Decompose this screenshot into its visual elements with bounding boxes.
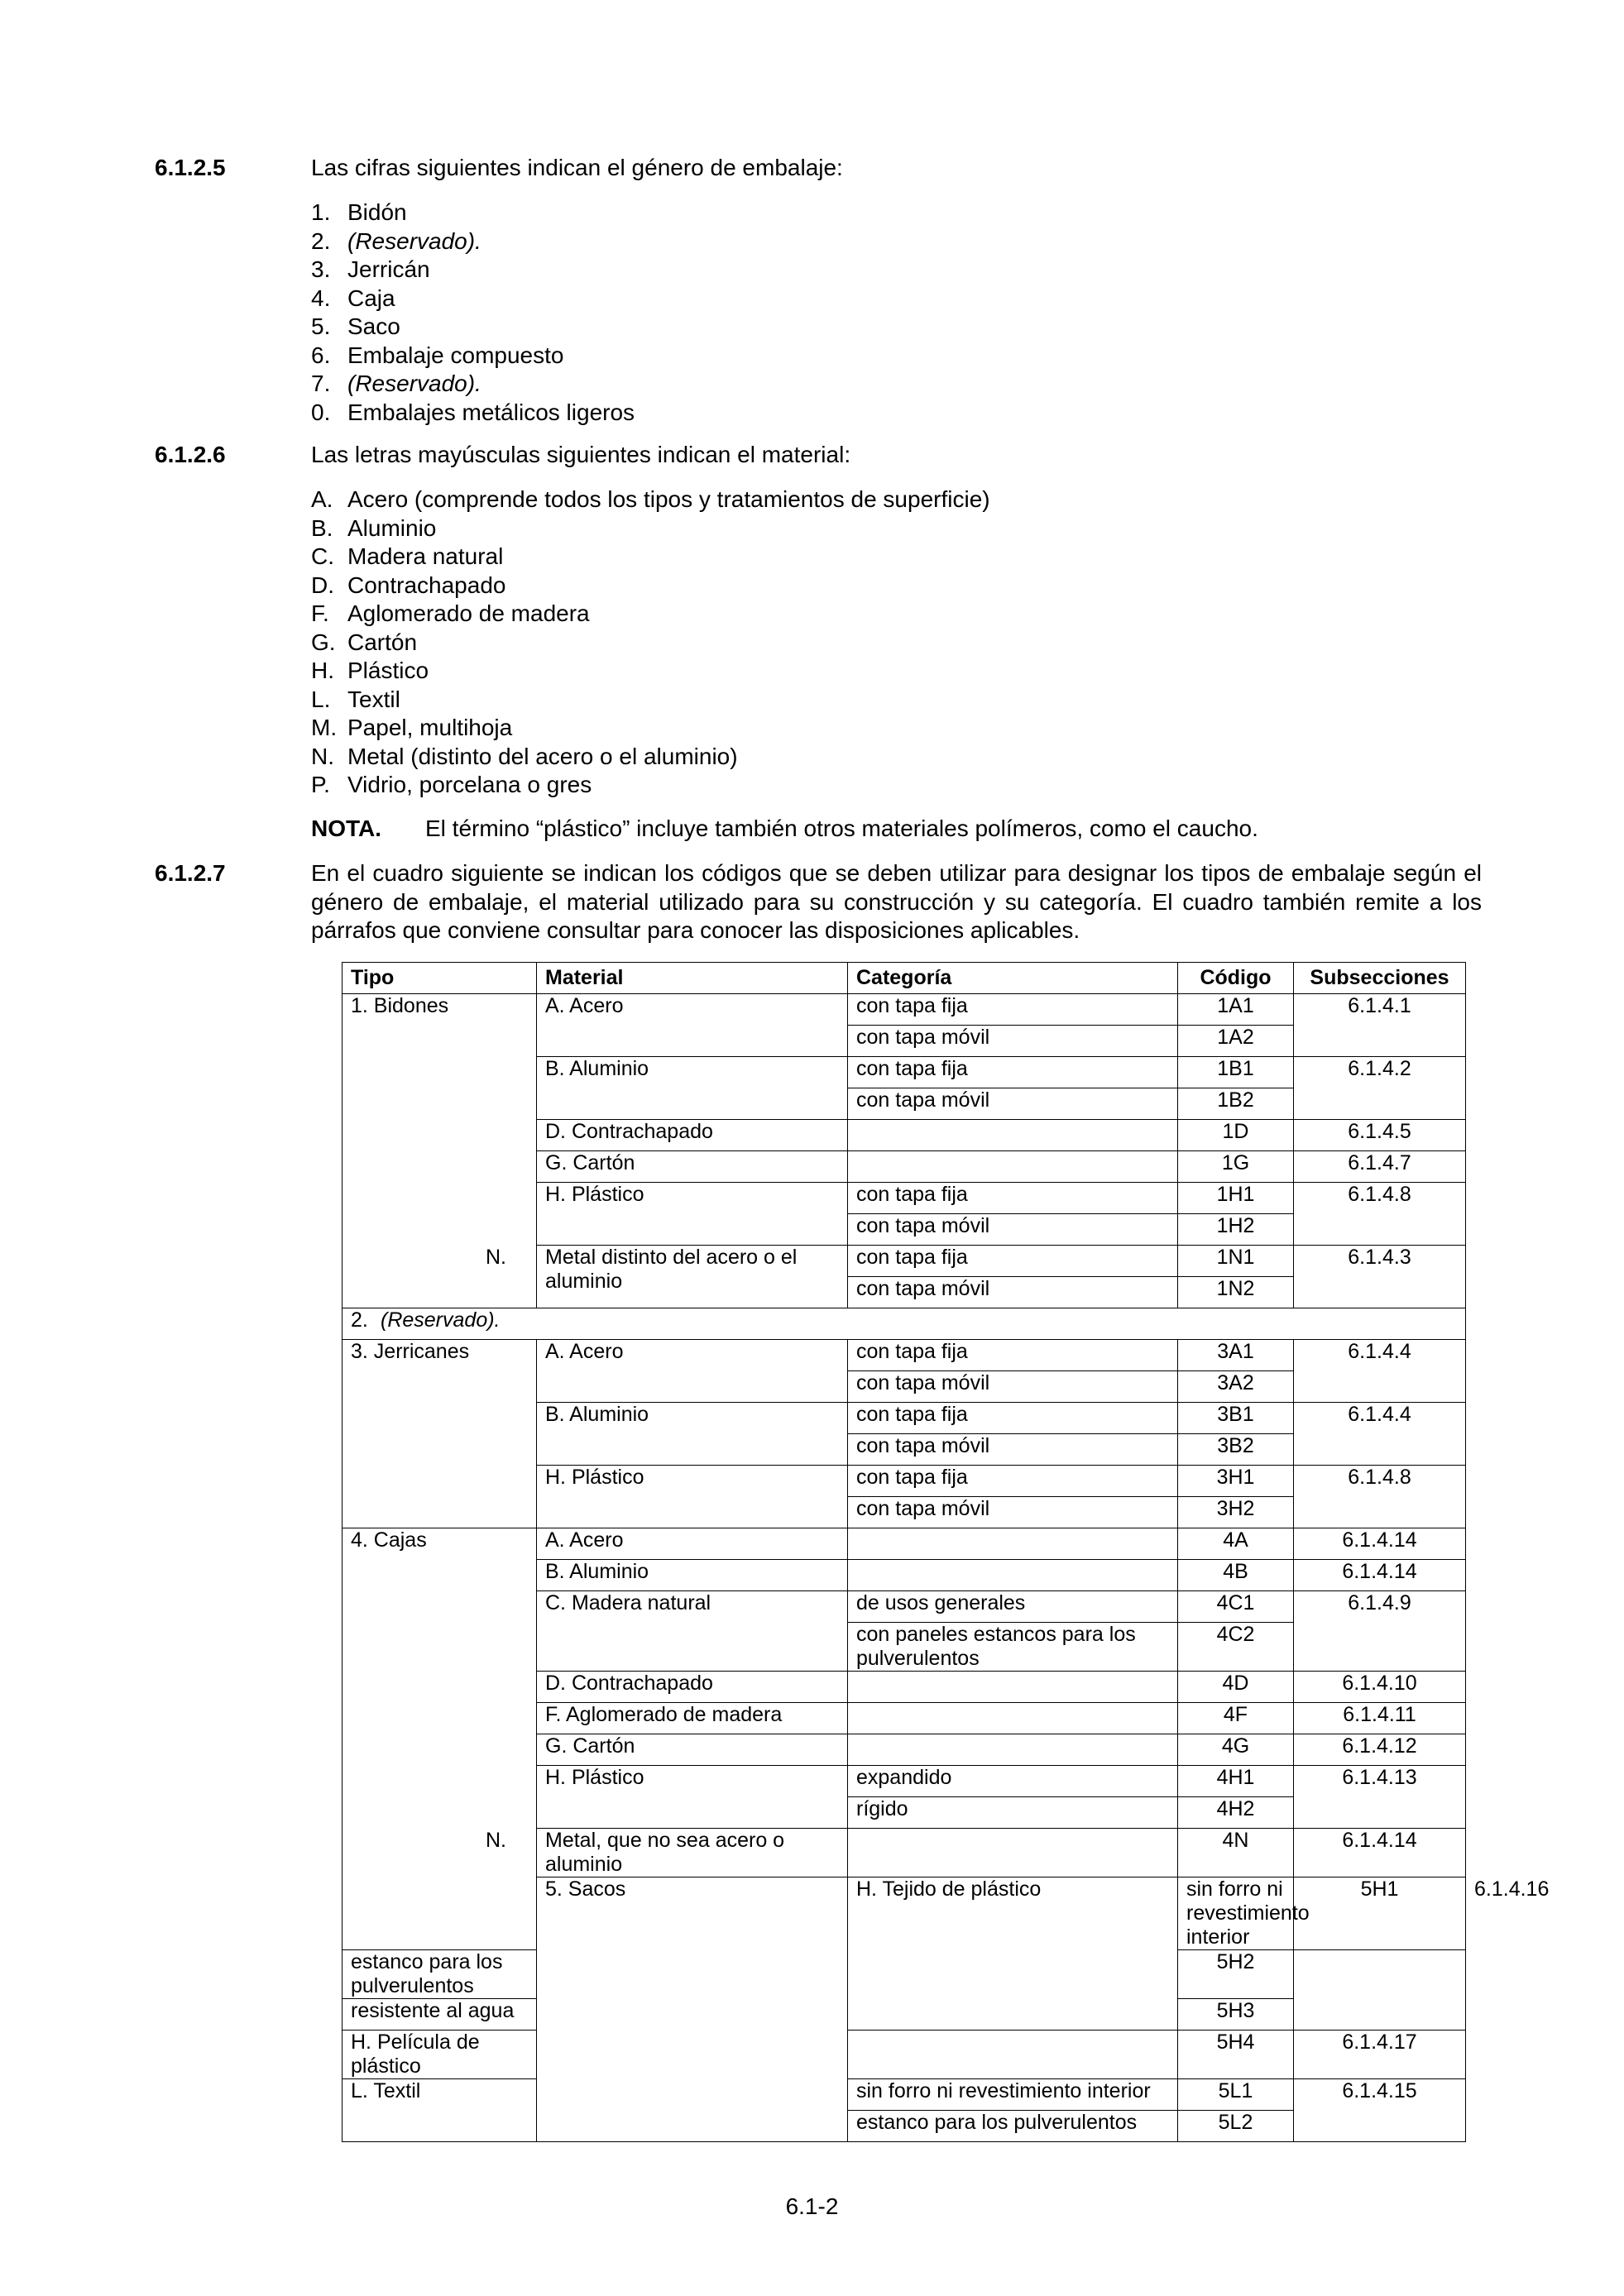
categoria-cell: con tapa móvil: [848, 1088, 1178, 1120]
header-codigo: Código: [1178, 963, 1294, 994]
code-cell: 1D: [1178, 1120, 1294, 1151]
list-item: M. Papel, multihoja: [311, 715, 513, 740]
note-text: El término “plástico” incluye también otros materiales polímeros, como el caucho.: [425, 816, 1258, 841]
code-cell: 5L1: [1178, 2079, 1294, 2111]
code-cell: 5H4: [1178, 2031, 1294, 2079]
code-cell: 1B2: [1178, 1088, 1294, 1120]
categoria-cell: [848, 1120, 1178, 1151]
categoria-cell: con tapa móvil: [848, 1277, 1178, 1308]
code-cell: 5H3: [1178, 1999, 1294, 2031]
section-number: 6.1.2.6: [155, 442, 226, 467]
categoria-cell: con tapa fija: [848, 1246, 1178, 1277]
material-cell: N. Metal, que no sea acero o aluminio: [537, 1829, 848, 1877]
subsection-cell: 6.1.4.2: [1294, 1057, 1466, 1120]
subsection-cell: 6.1.4.3: [1294, 1246, 1466, 1308]
code-cell: 5L2: [1178, 2111, 1294, 2142]
note: [311, 815, 1258, 843]
tipo-cell: 3. Jerricanes: [343, 1340, 537, 1528]
categoria-cell: [848, 1829, 1178, 1877]
header-categoria: Categoría: [848, 963, 1178, 994]
code-cell: 1N2: [1178, 1277, 1294, 1308]
table-row: [343, 2079, 1466, 2111]
reserved-row-cell: 2. (Reservado).: [343, 1308, 1466, 1340]
subsection-cell: 6.1.4.5: [1294, 1120, 1466, 1151]
categoria-cell: expandido: [848, 1766, 1178, 1797]
categoria-cell: con paneles estancos para los pulverulentos: [848, 1623, 1178, 1672]
code-cell: 3A2: [1178, 1371, 1294, 1403]
categoria-cell: [848, 1151, 1178, 1183]
code-cell: 3H2: [1178, 1497, 1294, 1528]
code-cell: 1A1: [1178, 994, 1294, 1026]
code-cell: 4C2: [1178, 1623, 1294, 1672]
header-tipo: Tipo: [343, 963, 537, 994]
code-cell: 1A2: [1178, 1026, 1294, 1057]
tipo-cell: 1. Bidones: [343, 994, 537, 1308]
code-cell: 4G: [1178, 1734, 1294, 1766]
categoria-cell: con tapa fija: [848, 1183, 1178, 1214]
categoria-cell: [848, 1560, 1178, 1591]
material-cell: A. Acero: [537, 1340, 848, 1403]
section-intro: Las cifras siguientes indican el género de embalaje:: [311, 155, 843, 180]
table-row: [343, 2031, 1466, 2079]
table-row: 5. Sacos H. Tejido de plástico sin forro ni revestimiento interior 5H1 6.1.4.16: [343, 1877, 1466, 1950]
table-row: [343, 1308, 1466, 1340]
categoria-cell: resistente al agua: [343, 1999, 537, 2031]
subsection-cell: 6.1.4.10: [1294, 1672, 1466, 1703]
list-item: 3. Jerricán: [311, 256, 430, 282]
categoria-cell: [848, 1734, 1178, 1766]
categoria-cell: sin forro ni revestimiento interior: [1178, 1877, 1294, 1950]
list-item: G. Cartón: [311, 629, 418, 655]
packaging-codes-table: [342, 962, 1550, 2142]
code-cell: 1H2: [1178, 1214, 1294, 1246]
list-item: H. Plástico: [311, 658, 429, 683]
categoria-cell: rígido: [848, 1797, 1178, 1829]
code-cell: 4H1: [1178, 1766, 1294, 1797]
code-cell: 5H1: [1294, 1877, 1466, 1950]
list-item: A. Acero (comprende todos los tipos y tratamientos de superficie): [311, 486, 990, 512]
subsection-cell: 6.1.4.12: [1294, 1734, 1466, 1766]
code-cell: 4D: [1178, 1672, 1294, 1703]
subsection-cell: 6.1.4.17: [1294, 2031, 1466, 2079]
code-cell: 4N: [1178, 1829, 1294, 1877]
material-list: [311, 486, 1482, 800]
subsection-cell: 6.1.4.14: [1294, 1829, 1466, 1877]
material-cell: G. Cartón: [537, 1151, 848, 1183]
list-item: L. Textil: [311, 686, 400, 712]
code-cell: 3H1: [1178, 1466, 1294, 1497]
categoria-cell: [848, 2031, 1178, 2079]
categoria-cell: [848, 1703, 1178, 1734]
list-item: 4. Caja: [311, 285, 395, 311]
material-cell: B. Aluminio: [537, 1057, 848, 1120]
categoria-cell: con tapa fija: [848, 994, 1178, 1026]
categoria-cell: con tapa fija: [848, 1466, 1178, 1497]
categoria-cell: estanco para los pulverulentos: [848, 2111, 1178, 2142]
packaging-genre-list: [311, 199, 1482, 427]
tipo-cell: 5. Sacos: [537, 1877, 848, 2142]
header-subsecciones: Subsecciones: [1294, 963, 1466, 994]
subsection-cell: 6.1.4.9: [1294, 1591, 1466, 1672]
material-cell: H. Tejido de plástico: [848, 1877, 1178, 2031]
subsection-cell: 6.1.4.14: [1294, 1528, 1466, 1560]
table-row: [343, 1528, 1466, 1560]
list-item: 6. Embalaje compuesto: [311, 342, 564, 368]
code-cell: 1N1: [1178, 1246, 1294, 1277]
list-item: 7. (Reservado).: [311, 371, 481, 396]
code-cell: 4H2: [1178, 1797, 1294, 1829]
tipo-cell: 4. Cajas: [343, 1528, 537, 1950]
list-item: F. Aglomerado de madera: [311, 600, 590, 626]
section-paragraph: En el cuadro siguiente se indican los códigos que se deben utilizar para designar los tipos de embalaje según el género de embalaje, el material utilizado para su construcción y su categoría. El cuadro también remite a los párrafos que conviene consultar para conocer las disposiciones aplicables.: [311, 860, 1482, 943]
list-item: C. Madera natural: [311, 543, 504, 569]
categoria-cell: [848, 1528, 1178, 1560]
note-label: NOTA.: [311, 816, 382, 841]
material-cell: L. Textil: [343, 2079, 537, 2142]
code-cell: 3B2: [1178, 1434, 1294, 1466]
list-item: 5. Saco: [311, 313, 400, 339]
material-cell: H. Plástico: [537, 1766, 848, 1829]
code-cell: 1B1: [1178, 1057, 1294, 1088]
categoria-cell: con tapa fija: [848, 1057, 1178, 1088]
categoria-cell: con tapa móvil: [848, 1214, 1178, 1246]
list-item: B. Aluminio: [311, 514, 437, 541]
subsection-cell: 6.1.4.7: [1294, 1151, 1466, 1183]
code-cell: 1H1: [1178, 1183, 1294, 1214]
categoria-cell: con tapa fija: [848, 1340, 1178, 1371]
table-header-row: [343, 963, 1466, 994]
subsection-cell: 6.1.4.1: [1294, 994, 1466, 1057]
material-cell: H. Película de plástico: [343, 2031, 537, 2079]
material-cell: C. Madera natural: [537, 1591, 848, 1672]
subsection-cell: 6.1.4.13: [1294, 1766, 1466, 1829]
header-material: Material: [537, 963, 848, 994]
categoria-cell: [848, 1672, 1178, 1703]
subsection-cell: 6.1.4.8: [1294, 1183, 1466, 1246]
categoria-cell: con tapa móvil: [848, 1497, 1178, 1528]
categoria-cell: con tapa móvil: [848, 1026, 1178, 1057]
list-item: 0. Embalajes metálicos ligeros: [311, 399, 635, 425]
material-cell: A. Acero: [537, 1528, 848, 1560]
code-cell: 3B1: [1178, 1403, 1294, 1434]
section-intro: Las letras mayúsculas siguientes indican el material:: [311, 442, 851, 467]
list-item: 1. Bidón: [311, 199, 407, 225]
material-cell: F. Aglomerado de madera: [537, 1703, 848, 1734]
code-cell: 5H2: [1178, 1950, 1294, 1999]
categoria-cell: de usos generales: [848, 1591, 1178, 1623]
list-item: 2. (Reservado).: [311, 227, 481, 254]
table-row: [343, 994, 1466, 1026]
code-cell: 4A: [1178, 1528, 1294, 1560]
material-cell: D. Contrachapado: [537, 1120, 848, 1151]
material-cell: G. Cartón: [537, 1734, 848, 1766]
subsection-cell: 6.1.4.4: [1294, 1340, 1466, 1403]
material-cell: D. Contrachapado: [537, 1672, 848, 1703]
categoria-cell: con tapa fija: [848, 1403, 1178, 1434]
material-cell: B. Aluminio: [537, 1403, 848, 1466]
categoria-cell: sin forro ni revestimiento interior: [848, 2079, 1178, 2111]
code-cell: 4F: [1178, 1703, 1294, 1734]
material-cell: H. Plástico: [537, 1466, 848, 1528]
material-cell: B. Aluminio: [537, 1560, 848, 1591]
page-number: 6.1-2: [785, 2193, 839, 2219]
material-cell: N. Metal distinto del acero o el aluminio: [537, 1246, 848, 1308]
categoria-cell: con tapa móvil: [848, 1434, 1178, 1466]
section-number: 6.1.2.7: [155, 860, 226, 886]
list-item: N. Metal (distinto del acero o el aluminio): [311, 743, 738, 769]
subsection-cell: 6.1.4.4: [1294, 1403, 1466, 1466]
code-cell: 4C1: [1178, 1591, 1294, 1623]
list-item: P. Vidrio, porcelana o gres: [311, 772, 592, 797]
categoria-cell: estanco para los pulverulentos: [343, 1950, 537, 1999]
subsection-cell: 6.1.4.8: [1294, 1466, 1466, 1528]
subsection-cell: 6.1.4.15: [1294, 2079, 1466, 2142]
material-cell: H. Plástico: [537, 1183, 848, 1246]
list-item: D. Contrachapado: [311, 572, 506, 598]
code-cell: 1G: [1178, 1151, 1294, 1183]
code-cell: 4B: [1178, 1560, 1294, 1591]
table-row: [343, 1340, 1466, 1371]
material-cell: A. Acero: [537, 994, 848, 1057]
categoria-cell: con tapa móvil: [848, 1371, 1178, 1403]
section-number: 6.1.2.5: [155, 155, 226, 180]
subsection-cell: 6.1.4.11: [1294, 1703, 1466, 1734]
code-cell: 3A1: [1178, 1340, 1294, 1371]
subsection-cell: 6.1.4.14: [1294, 1560, 1466, 1591]
